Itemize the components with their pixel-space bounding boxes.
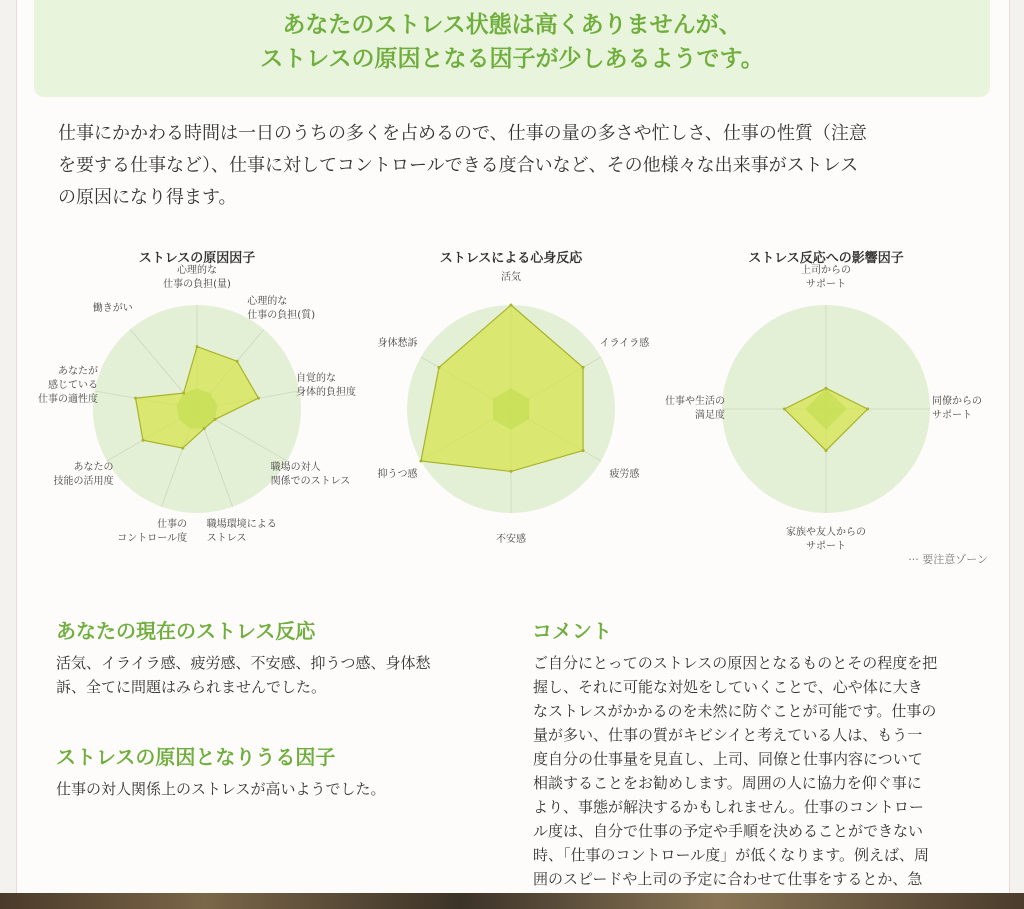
axis-label: 活気	[501, 272, 521, 283]
chart-title: ストレス反応への影響因子	[748, 251, 904, 266]
chart-title: ストレスによる心身反応	[439, 251, 583, 266]
data-point	[866, 408, 869, 411]
data-point	[437, 366, 440, 369]
comment-text	[533, 651, 983, 891]
comment-heading: コメント	[532, 619, 612, 643]
data-point	[825, 387, 828, 390]
data-point	[134, 397, 137, 400]
data-point	[510, 304, 513, 307]
comment-line: 囲のスピードや上司の予定に合わせて仕事をするとか、急	[533, 870, 923, 888]
axis-label: あなたの 技能の活用度	[53, 461, 114, 487]
axis-label: 職場環境による ストレス	[206, 519, 277, 545]
axis-label: 不安感	[496, 534, 526, 545]
axis-label: 家族や友人からの サポート	[786, 527, 866, 552]
axis-label: 同僚からの サポート	[932, 396, 982, 421]
comment-line: 握し、それに可能な対処をしていくことで、心や体に大き	[533, 678, 923, 696]
data-point	[783, 408, 786, 411]
stress-factor-line-1: 仕事の対人関係上のストレスが高いようでした。	[56, 780, 386, 798]
data-point	[236, 360, 239, 363]
axis-label: 疲労感	[609, 468, 640, 480]
stress-factor-text	[56, 777, 496, 801]
axis-label: イライラ感	[599, 337, 650, 349]
intro-line-1: 仕事にかかわる時間は一日のうちの多くを占めるので、仕事の量の多さや忙しさ、仕事の性質（注意	[58, 123, 867, 144]
background-photo-strip	[0, 893, 1024, 909]
intro-line-2: を要する仕事など）、仕事に対してコントロールできる度合いなど、その他様々な出来事がストレス	[58, 155, 859, 176]
chart-title: ストレスの原因因子	[138, 251, 256, 266]
current-reaction-heading: あなたの現在のストレス反応	[56, 619, 316, 643]
comment-line: より、事態が解決するかもしれません。仕事のコントロー	[533, 798, 924, 816]
comment-line: 相談することをお勧めします。周囲の人に協力を仰ぐ事に	[533, 774, 922, 792]
radar-chart-influence-factors	[656, 240, 996, 552]
comment-line: ル度は、自分で仕事の予定や手順を決めることができない	[533, 822, 924, 840]
radar-chart-stress-factors	[27, 240, 367, 545]
axis-label: 自覚的な 身体的負担度	[296, 373, 356, 399]
axis-label: 職場の対人 関係でのストレス	[270, 461, 351, 487]
comment-line: ご自分にとってのストレスの原因となるものとその程度を把	[533, 654, 938, 672]
axis-label: 働きがい	[92, 302, 133, 314]
current-reaction-line-1: 活気、イライラ感、疲労感、不安感、抑うつ感、身体愁	[56, 654, 431, 672]
comment-line: なストレスがかかるのを未然に防ぐことが可能です。仕事の	[533, 702, 937, 720]
axis-label: 上司からの サポート	[801, 265, 851, 290]
result-banner	[34, 0, 990, 97]
data-point	[196, 345, 199, 348]
stress-factor-heading: ストレスの原因となりうる因子	[56, 745, 336, 769]
axis-label: 抑うつ感	[377, 468, 418, 480]
axis-label: 心理的な 仕事の負担(量)	[163, 265, 231, 290]
banner-line-1: あなたのストレス状態は高くありませんが、	[282, 12, 742, 38]
data-point	[510, 470, 513, 473]
axis-label: 仕事や生活の 満足度	[665, 396, 725, 421]
caution-zone-legend: ··· 要注意ゾーン	[908, 553, 988, 566]
comment-line: 量が多い、仕事の質がキビシイと考えている人は、もう一	[533, 726, 923, 744]
data-point	[257, 397, 260, 400]
data-point	[203, 427, 206, 430]
intro-text	[58, 118, 978, 214]
axis-label: 心理的な 仕事の負担(質)	[247, 295, 316, 321]
comment-line: 時、「仕事のコントロール度」が低くなります。例えば、周	[533, 846, 930, 864]
data-point	[419, 460, 422, 463]
current-reaction-line-2: 訴、全てに問題はみられませんでした。	[56, 678, 327, 696]
axis-label: あなたが 感じている 仕事の適性度	[37, 366, 98, 406]
radar-chart-stress-reactions	[341, 240, 681, 545]
banner-line-2: ストレスの原因となる因子が少しあるようです。	[260, 46, 764, 72]
data-point	[182, 392, 185, 395]
data-point	[582, 449, 585, 452]
intro-line-3: の原因になり得ます。	[58, 187, 237, 208]
axis-label: 身体愁訴	[377, 337, 418, 349]
data-point	[582, 366, 585, 369]
radar-svg	[341, 240, 681, 540]
data-point	[181, 447, 184, 450]
axis-label: 仕事の コントロール度	[117, 519, 188, 545]
comment-line: 度自分の仕事量を見直し、上司、同僚と仕事内容について	[533, 750, 923, 768]
data-point	[214, 418, 217, 421]
data-point	[825, 449, 828, 452]
current-reaction-text	[56, 651, 496, 699]
data-point	[141, 439, 144, 442]
